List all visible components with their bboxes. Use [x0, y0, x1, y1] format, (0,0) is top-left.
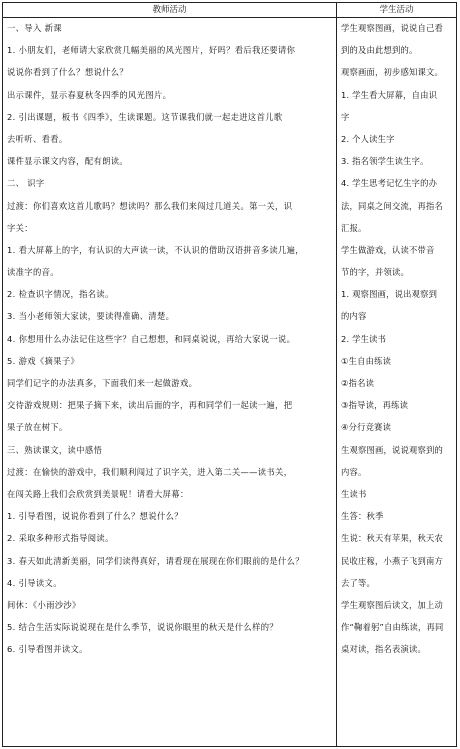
student-activity-line: 4. 学生思考记忆生字的办 — [341, 178, 438, 189]
student-activity-line: 学生观察图后读文，加上动 — [341, 599, 443, 610]
lesson-plan-table — [2, 2, 457, 747]
teacher-activity-line: 出示课件，显示春夏秋冬四季的风光图片。 — [7, 89, 172, 100]
student-activity-line: 1. 学生看大屏幕，自由识 — [341, 89, 438, 100]
student-activity-line: 学生观察图画，说说自己看 — [341, 23, 443, 33]
teacher-activity-column — [7, 17, 333, 660]
column-divider — [336, 3, 337, 746]
student-activity-line: 3. 指名领学生读生字。 — [341, 156, 429, 167]
teacher-activity-line: 课件显示课文内容，配有朗读。 — [7, 156, 129, 167]
student-activity-line: 生答：秋季 — [341, 511, 384, 522]
student-activity-line: 学生做游戏，认读不带音 — [341, 244, 435, 255]
student-activity-line: 生观察图画，说说观察到的 — [341, 444, 443, 455]
student-activity-line: 观察画面，初步感知课文。 — [341, 67, 443, 78]
teacher-activity-line: 2. 采取多种形式指导阅读。 — [7, 533, 114, 544]
student-activity-line: 2. 学生读书 — [341, 333, 387, 344]
teacher-activity-line: 三、熟读课文，读中感悟 — [7, 444, 103, 455]
teacher-activity-line: 2. 引出课题，板书《四季》，生读课题。这节课我们就一起走进这首儿歌 — [7, 111, 283, 122]
teacher-activity-line: 过渡：你们喜欢这首儿歌吗？想读吗？那么我们来闯过几道关。第一关，识 — [7, 200, 293, 211]
student-activity-line: ③指导读，再练读 — [341, 400, 409, 411]
student-activity-line: 的内容 — [341, 311, 367, 322]
student-activity-line: 桌对读，指名表演读。 — [341, 644, 426, 655]
student-activity-line: 民收庄稼，小燕子飞到南方 — [341, 555, 443, 566]
teacher-activity-header: 教师活动 — [152, 5, 187, 15]
student-activity-line: 节的字，并领读。 — [341, 267, 409, 278]
student-activity-line: 字 — [341, 111, 350, 122]
student-activity-line: 2. 个人读生字 — [341, 133, 395, 144]
teacher-activity-line: 2. 检查识字情况，指名读。 — [7, 289, 114, 300]
teacher-activity-line: 读准字的音。 — [7, 267, 59, 278]
teacher-activity-line: 在闯关路上我们会欣赏到美景呢！请看大屏幕： — [7, 488, 189, 499]
teacher-activity-line: 间休：《小雨沙沙》 — [7, 599, 81, 610]
student-activity-line: 内容。 — [341, 466, 367, 477]
student-activity-line: ④分行竞赛读 — [341, 422, 392, 433]
teacher-activity-line: 过渡：在愉快的游戏中，我们顺利闯过了识字关，进入第二关——读书关， — [7, 466, 293, 477]
teacher-activity-line: 一、导入 新课 — [7, 23, 62, 33]
student-activity-column — [341, 17, 453, 660]
teacher-activity-line: 5. 游戏《摘果子》 — [7, 355, 80, 366]
student-activity-line: 1. 观察图画，说出观察到 — [341, 289, 438, 300]
teacher-activity-line: 说说你看到了什么？想说什么？ — [7, 67, 129, 78]
student-activity-line: 生说：秋天有苹果，秋天农 — [341, 533, 443, 544]
student-activity-line: 作“鞠着躬”自由练读，再同 — [341, 622, 444, 633]
teacher-activity-line: 4. 你想用什么办法记住这些字？自己想想，和同桌说说，再给大家说一说。 — [7, 333, 296, 344]
teacher-activity-line: 6. 引导看图并读文。 — [7, 644, 88, 655]
teacher-activity-line: 3. 春天如此清新美丽，同学们读得真好，请看现在展现在你们眼前的是什么？ — [7, 555, 304, 566]
table-header — [3, 3, 456, 18]
student-activity-line: 汇报。 — [341, 222, 367, 233]
teacher-activity-line: 二、 识字 — [7, 178, 45, 189]
teacher-activity-line: 交待游戏规则：把果子摘下来，读出后面的字，再和同学们一起读一遍，把 — [7, 400, 293, 411]
student-activity-header: 学生活动 — [379, 5, 414, 15]
student-activity-line: 到的及由此想到的。 — [341, 45, 418, 56]
teacher-activity-line: 同学们记字的办法真多，下面我们来一起做游戏。 — [7, 378, 198, 388]
teacher-activity-line: 去听听、看看。 — [7, 133, 68, 144]
teacher-activity-line: 1. 引导看图，说说你看到了什么？想说什么？ — [7, 511, 183, 522]
student-activity-line: 去了等。 — [341, 577, 375, 588]
teacher-activity-line: 1. 看大屏幕上的字，有认识的大声读一读，不认识的借助汉语拼音多读几遍， — [7, 244, 304, 255]
teacher-activity-line: 1. 小朋友们，老师请大家欣赏几幅美丽的风光图片，好吗？看后我还要请你 — [7, 45, 296, 56]
teacher-activity-line: 字关： — [7, 222, 33, 233]
student-activity-line: ①生自由练读 — [341, 355, 392, 366]
teacher-activity-line: 5. 结合生活实际说说现在是什么季节，说说你眼里的秋天是什么样的？ — [7, 622, 279, 633]
teacher-activity-line: 果子放在树下。 — [7, 422, 68, 433]
student-activity-line: 法，同桌之间交流，再指名 — [341, 200, 443, 211]
student-activity-line: ②指名读 — [341, 378, 375, 388]
teacher-activity-line: 3. 当小老师领大家读，要读得准确、清楚。 — [7, 311, 175, 322]
teacher-activity-line: 4. 引导读文。 — [7, 577, 62, 588]
student-activity-line: 生读书 — [341, 488, 367, 499]
